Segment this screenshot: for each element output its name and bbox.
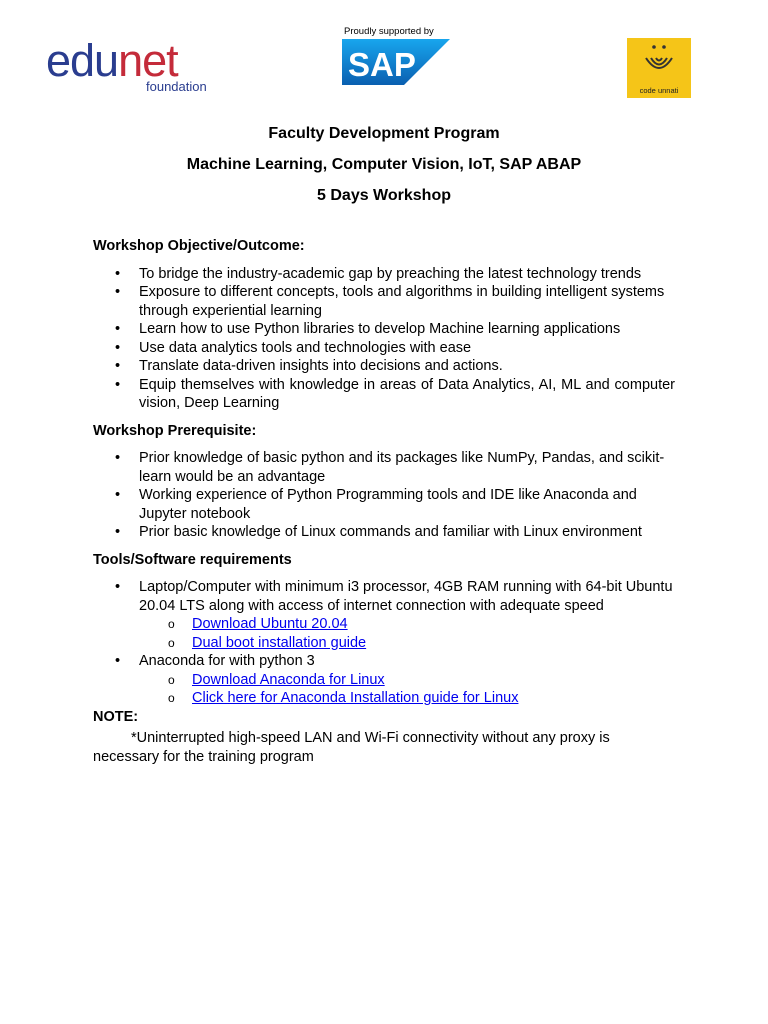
edunet-subtitle: foundation	[146, 79, 207, 94]
edunet-wordmark: edunet	[46, 35, 178, 86]
sap-badge-icon	[342, 39, 450, 85]
document-body	[93, 237, 675, 766]
objective-heading: Workshop Objective/Outcome:	[93, 238, 305, 254]
header-logos	[0, 0, 768, 110]
document-titles	[0, 118, 768, 211]
tools-item-anaconda: Anaconda for with python 3	[139, 653, 315, 669]
edunet-foundation-logo	[46, 35, 207, 94]
list-item: • Working experience of Python Programming tools and IDE like Anaconda and Jupyter notebook	[93, 486, 675, 523]
tools-list	[93, 578, 675, 708]
list-item: • Prior basic knowledge of Linux commands and familiar with Linux environment	[93, 523, 675, 542]
download-ubuntu-link[interactable]: Download Ubuntu 20.04	[192, 616, 348, 632]
code-unnati-emblem-icon	[627, 38, 691, 84]
program-topics: Machine Learning, Computer Vision, IoT, SAP ABAP	[186, 156, 582, 173]
program-title: Faculty Development Program	[268, 125, 500, 142]
objective-list	[93, 265, 675, 413]
sap-word: SAP	[348, 46, 416, 83]
sub-list-item	[93, 689, 675, 708]
list-item: • Translate data-driven insights into decisions and actions.	[93, 357, 675, 376]
list-item: • Learn how to use Python libraries to develop Machine learning applications	[93, 320, 675, 339]
code-unnati-logo	[627, 38, 691, 98]
sub-list-item	[93, 634, 675, 653]
list-item: • Exposure to different concepts, tools and algorithms in building intelligent systems through experiential learning	[93, 283, 675, 320]
anaconda-install-guide-link[interactable]: Click here for Anaconda Installation guide for Linux	[192, 690, 519, 706]
note-heading: NOTE:	[93, 708, 139, 725]
list-item	[93, 578, 675, 652]
sub-list-item	[93, 671, 675, 690]
code-unnati-label: code unnati	[639, 86, 679, 95]
ubuntu-links	[93, 615, 675, 652]
tools-heading: Tools/Software requirements	[93, 551, 292, 568]
list-item: • Use data analytics tools and technologies with ease	[93, 339, 675, 358]
sap-caption: Proudly supported by	[344, 26, 434, 37]
tools-item-laptop: Laptop/Computer with minimum i3 processor, 4GB RAM running with 64-bit Ubuntu 20.04 LTS along with access of internet connection with adequate speed	[139, 579, 673, 614]
workshop-duration: 5 Days Workshop	[317, 187, 451, 204]
prerequisite-heading: Workshop Prerequisite:	[93, 422, 257, 439]
sub-list-item	[93, 615, 675, 634]
list-item: • Prior knowledge of basic python and its packages like NumPy, Pandas, and scikit-learn would be an advantage	[93, 449, 675, 486]
dual-boot-guide-link[interactable]: Dual boot installation guide	[192, 634, 367, 651]
prerequisite-list	[93, 449, 675, 542]
sap-logo	[342, 26, 457, 90]
anaconda-links	[93, 671, 675, 708]
list-item: • Equip themselves with knowledge in areas of Data Analytics, AI, ML and computer vision, Deep Learning	[93, 376, 675, 413]
list-item: • To bridge the industry-academic gap by preaching the latest technology trends	[93, 265, 675, 284]
list-item	[93, 652, 675, 708]
note-text: *Uninterrupted high-speed LAN and Wi-Fi connectivity without any proxy is necessary for the training program	[93, 730, 610, 765]
download-anaconda-link[interactable]: Download Anaconda for Linux	[192, 671, 385, 688]
